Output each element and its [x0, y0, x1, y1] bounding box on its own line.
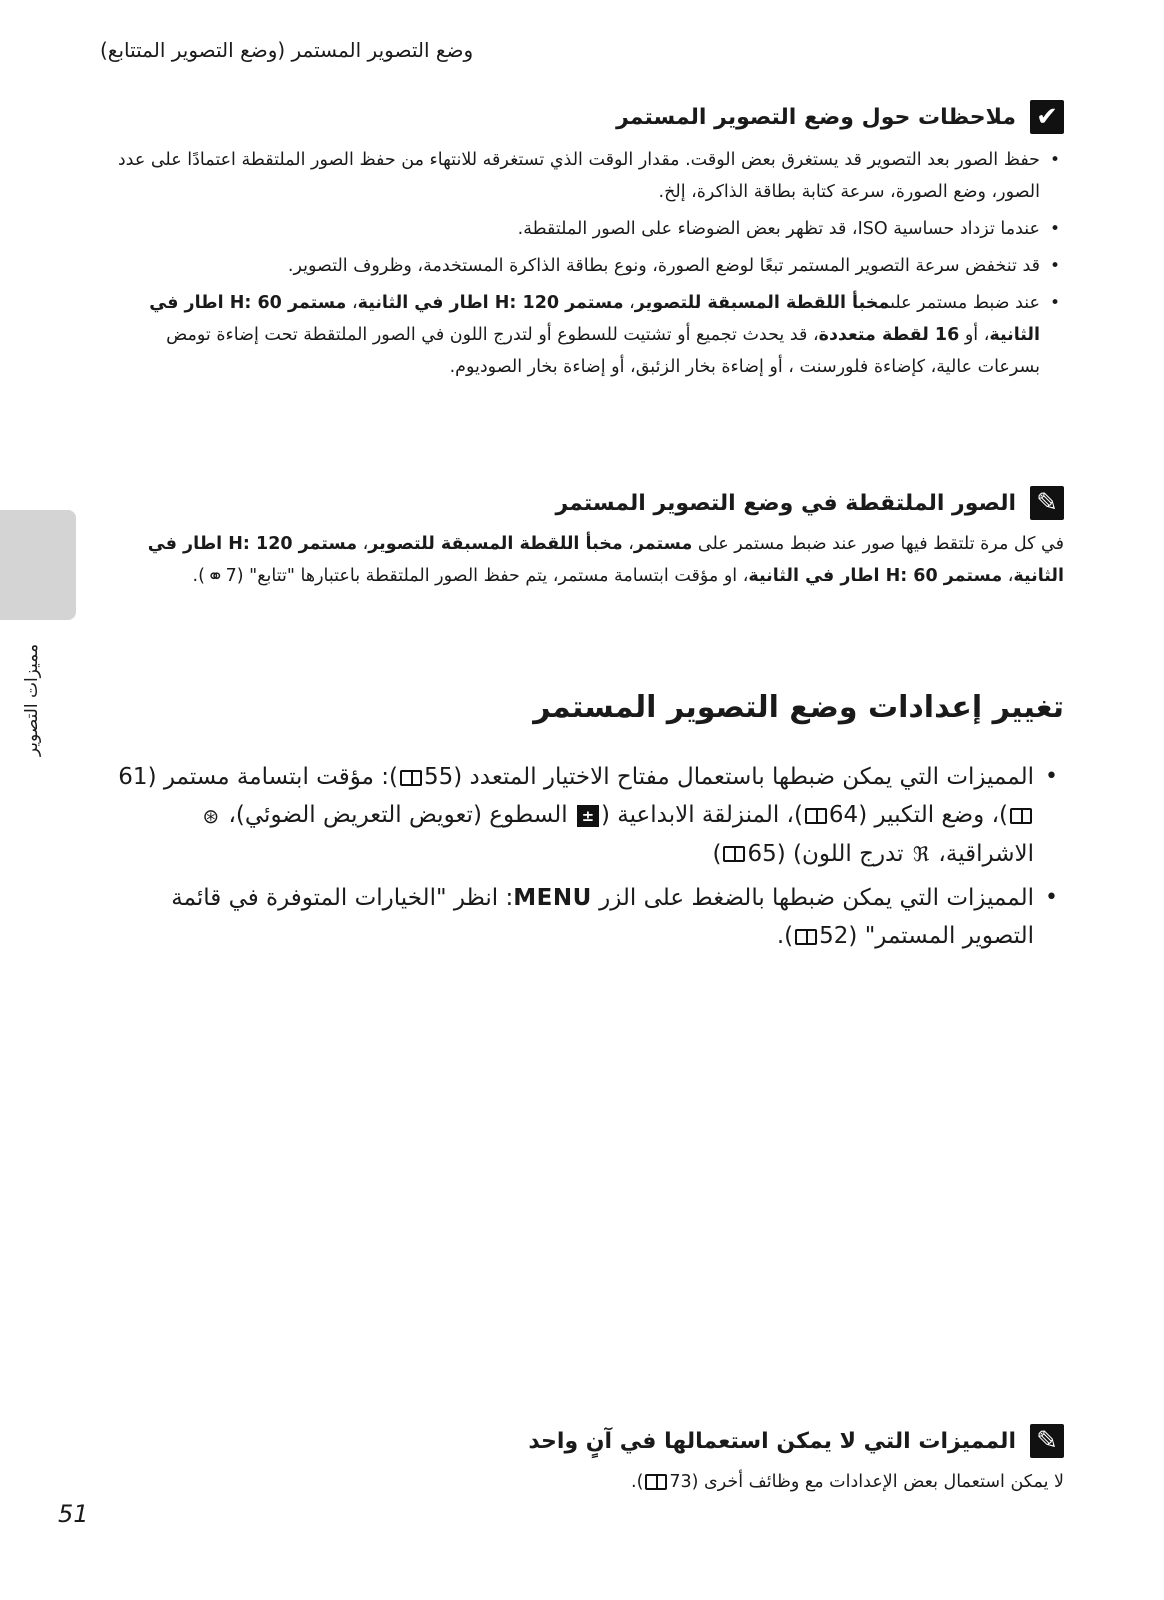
book-ref-icon: [723, 846, 745, 862]
note-header: [114, 486, 1064, 520]
note-list: [114, 144, 1064, 383]
list-item: • المميزات التي يمكن ضبطها بالضغط على الزر MENU: انظر "الخيارات المتوفرة في قائمة التصوير المستمر" (52).: [114, 879, 1064, 955]
list-item: • قد تنخفض سرعة التصوير المستمر تبعًا لوضع الصورة، ونوع بطاقة الذاكرة المستخدمة، وظروف التصوير.: [114, 250, 1064, 282]
check-note-icon: ✔: [1030, 100, 1064, 134]
chapter-tab: [0, 510, 76, 620]
running-head: وضع التصوير المستمر (وضع التصوير المتتابع): [100, 38, 474, 62]
hue-icon: ℜ: [912, 842, 930, 866]
list-item: • عندما تزداد حساسية ISO، قد تظهر بعض الضوضاء على الصور الملتقطة.: [114, 213, 1064, 245]
note-title: الصور الملتقطة في وضع التصوير المستمر: [555, 490, 1016, 516]
exposure-compensation-icon: ±: [577, 805, 599, 827]
chapter-label: مميزات التصوير: [22, 643, 42, 757]
pencil-note-icon: ✎: [1030, 1424, 1064, 1458]
note-continuous-images: [114, 486, 1064, 592]
note-title: المميزات التي لا يمكن استعمالها في آنٍ واحد: [528, 1428, 1016, 1454]
sequence-ref-icon: ⚭: [206, 564, 224, 588]
vividness-icon: ⊛: [202, 803, 220, 828]
list-item: • حفظ الصور بعد التصوير قد يستغرق بعض الوقت. مقدار الوقت الذي تستغرقه للانتهاء من حفظ الصور الملتقطة اعتمادًا على عدد الصور، وضع الصورة، سرعة كتابة بطاقة الذاكرة، إلخ.: [114, 144, 1064, 208]
note-header: [114, 1424, 1064, 1458]
book-ref-icon: [1010, 808, 1032, 824]
section-title: تغيير إعدادات وضع التصوير المستمر: [533, 690, 1064, 725]
section-body: [114, 748, 1064, 961]
book-ref-icon: [400, 770, 422, 786]
note-restrictions: [114, 1424, 1064, 1498]
note-body: في كل مرة تلتقط فيها صور عند ضبط مستمر على مستمر، مخبأ اللقطة المسبقة للتصوير، مستمر H: 120 اطار في الثانية، مستمر H: 60 اطار في الثانية، او مؤقت ابتسامة مستمر، يتم حفظ الصور الملتقطة باعتبارها "تتابع" (7⚭).: [114, 528, 1064, 592]
page-number: 51: [58, 1500, 89, 1528]
list-item: • عند ضبط مستمر علىمخبأ اللقطة المسبقة للتصوير، مستمر H: 120 اطار في الثانية، مستمر H: 60 اطار في الثانية، أو 16 لقطة متعددة، قد يحدث تجميع أو تشتيت للسطوع أو لتدرج اللون في الصور الملتقطة تحت إضاءة تومض بسرعات عالية، كإضاءة فلورسنت ، أو إضاءة بخار الزئبق، أو إضاءة بخار الصوديوم.: [114, 287, 1064, 383]
note-header: [114, 100, 1064, 134]
note-body: لا يمكن استعمال بعض الإعدادات مع وظائف أخرى (73).: [631, 1472, 1064, 1492]
book-ref-icon: [645, 1474, 667, 1490]
menu-button-label: MENU: [513, 885, 592, 911]
list-item: • المميزات التي يمكن ضبطها باستعمال مفتاح الاختيار المتعدد (55): مؤقت ابتسامة مستمر (61)، وضع التكبير (64)، المنزلقة الابداعية (± السطوع (تعويض التعريض الضوئي)، ⊛ الاشراقية، ℜ تدرج اللون) (65): [114, 758, 1064, 873]
book-ref-icon: [805, 808, 827, 824]
section-list: [114, 758, 1064, 955]
book-ref-icon: [795, 929, 817, 945]
pencil-note-icon: ✎: [1030, 486, 1064, 520]
note-continuous-mode: [114, 100, 1064, 388]
note-title: ملاحظات حول وضع التصوير المستمر: [616, 104, 1016, 130]
